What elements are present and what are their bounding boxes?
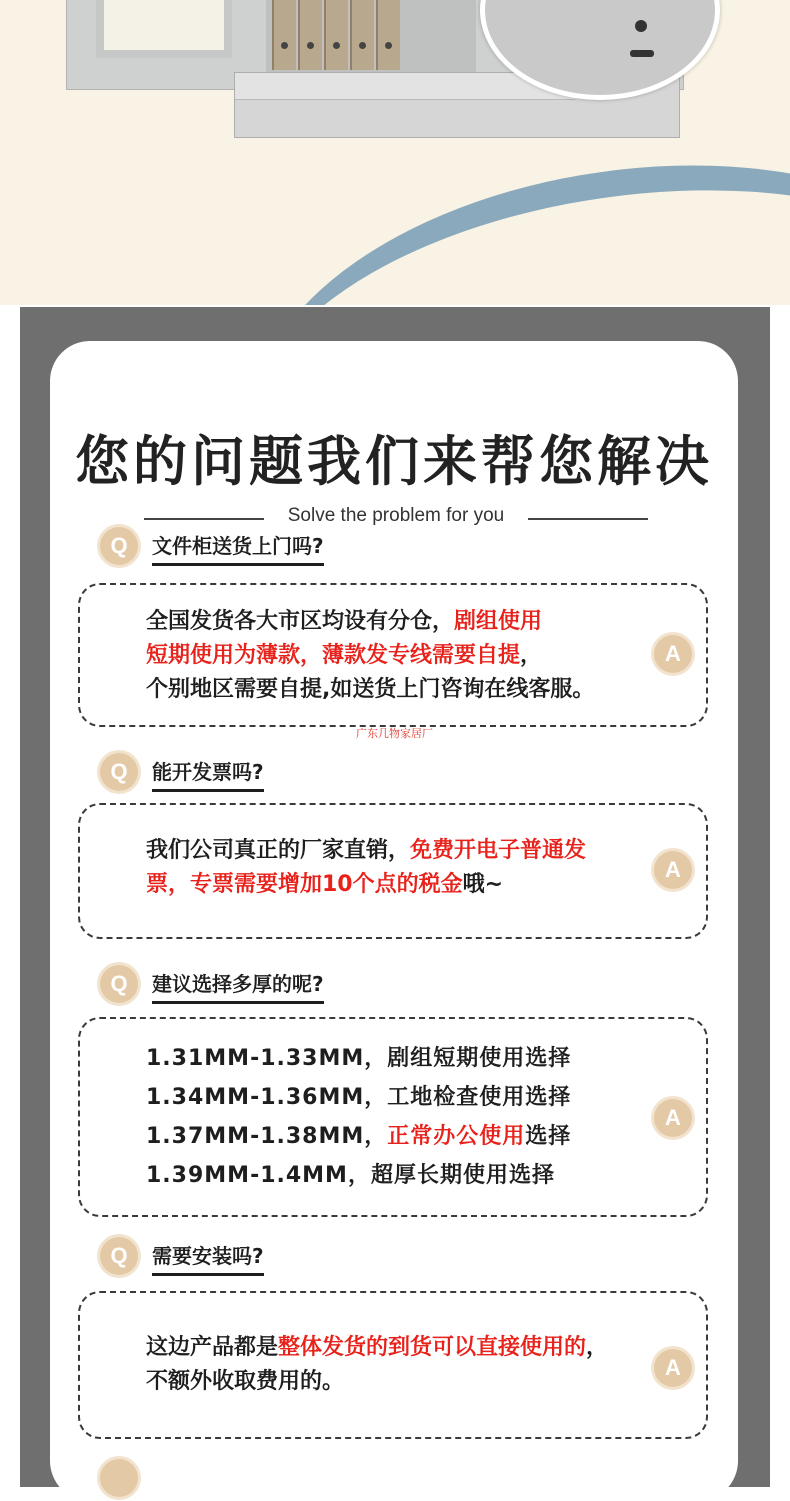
answer-segment: 这边产品都是: [146, 1335, 279, 1360]
answer-line: [146, 605, 594, 639]
question-badge-icon: Q: [100, 1237, 138, 1275]
answer-segment: ，: [520, 643, 543, 668]
next-question-badge-icon: [100, 1459, 138, 1497]
answer-segment: ，: [586, 1335, 609, 1360]
answer-line: [146, 1331, 608, 1365]
question-badge-icon: Q: [100, 527, 138, 565]
question-text: 文件柜送货上门吗?: [152, 530, 324, 566]
page-title: 您的问题我们来帮您解决: [75, 429, 713, 493]
highlight-text: 票，专票需要增加10个点的税金: [146, 872, 463, 897]
faq-answer-2: [78, 803, 708, 939]
answer-line: [146, 1117, 571, 1156]
faq-answer-1: [78, 583, 708, 727]
answer-text: [146, 1331, 608, 1399]
answer-line: [146, 1078, 571, 1117]
answer-text: [146, 1039, 571, 1195]
product-photo: [0, 0, 790, 305]
answer-line: [146, 1039, 571, 1078]
question-text: 建议选择多厚的呢?: [152, 968, 324, 1004]
answer-line: [146, 1156, 571, 1195]
question-text: 能开发票吗?: [152, 756, 264, 792]
faq-frame: [20, 307, 770, 1487]
highlight-text: 短期使用为薄款，薄款发专线需要自提: [146, 643, 521, 668]
answer-segment: 个别地区需要自提,如送货上门咨询在线客服。: [146, 677, 595, 702]
answer-line: [146, 1365, 608, 1399]
faq-card: [50, 341, 738, 1501]
answer-text: [146, 834, 586, 902]
lock-icon: [635, 20, 647, 32]
divider-right: [528, 518, 648, 520]
answer-segment: 不额外收取费用的。: [146, 1369, 345, 1394]
answer-badge-icon: A: [654, 1349, 692, 1387]
answer-line: [146, 868, 586, 902]
answer-line: [146, 834, 586, 868]
decorative-swoosh: [224, 119, 790, 305]
highlight-text: 剧组使用: [454, 609, 543, 634]
answer-badge-icon: A: [654, 1099, 692, 1137]
answer-badge-icon: A: [654, 635, 692, 673]
answer-segment: 1.39MM-1.4MM，超厚长期使用选择: [146, 1163, 555, 1188]
answer-segment: 选择: [525, 1124, 572, 1149]
faq-answer-3: [78, 1017, 708, 1217]
highlight-text: 免费开电子普通发: [410, 838, 587, 863]
answer-segment: 1.34MM-1.36MM，工地检查使用选择: [146, 1085, 572, 1110]
answer-text: [146, 605, 594, 707]
question-badge-icon: Q: [100, 753, 138, 791]
answer-line: [146, 639, 594, 673]
answer-segment: 全国发货各大市区均设有分仓，: [146, 609, 455, 634]
question-badge-icon: Q: [100, 965, 138, 1003]
answer-badge-icon: A: [654, 851, 692, 889]
answer-segment: 1.31MM-1.33MM，剧组短期使用选择: [146, 1046, 572, 1071]
subtitle-row: [144, 505, 648, 531]
watermark-text: 广东几物家居厂: [356, 727, 433, 740]
page-subtitle: Solve the problem for you: [287, 505, 505, 526]
answer-segment: 哦~: [462, 872, 504, 897]
highlight-text: 整体发货的到货可以直接使用的: [278, 1335, 587, 1360]
divider-left: [144, 518, 264, 520]
question-text: 需要安装吗?: [152, 1240, 264, 1276]
answer-segment: 1.37MM-1.38MM，: [146, 1124, 388, 1149]
answer-line: [146, 673, 594, 707]
highlight-text: 正常办公使用: [387, 1124, 526, 1149]
faq-answer-4: [78, 1291, 708, 1439]
answer-segment: 我们公司真正的厂家直销，: [146, 838, 411, 863]
